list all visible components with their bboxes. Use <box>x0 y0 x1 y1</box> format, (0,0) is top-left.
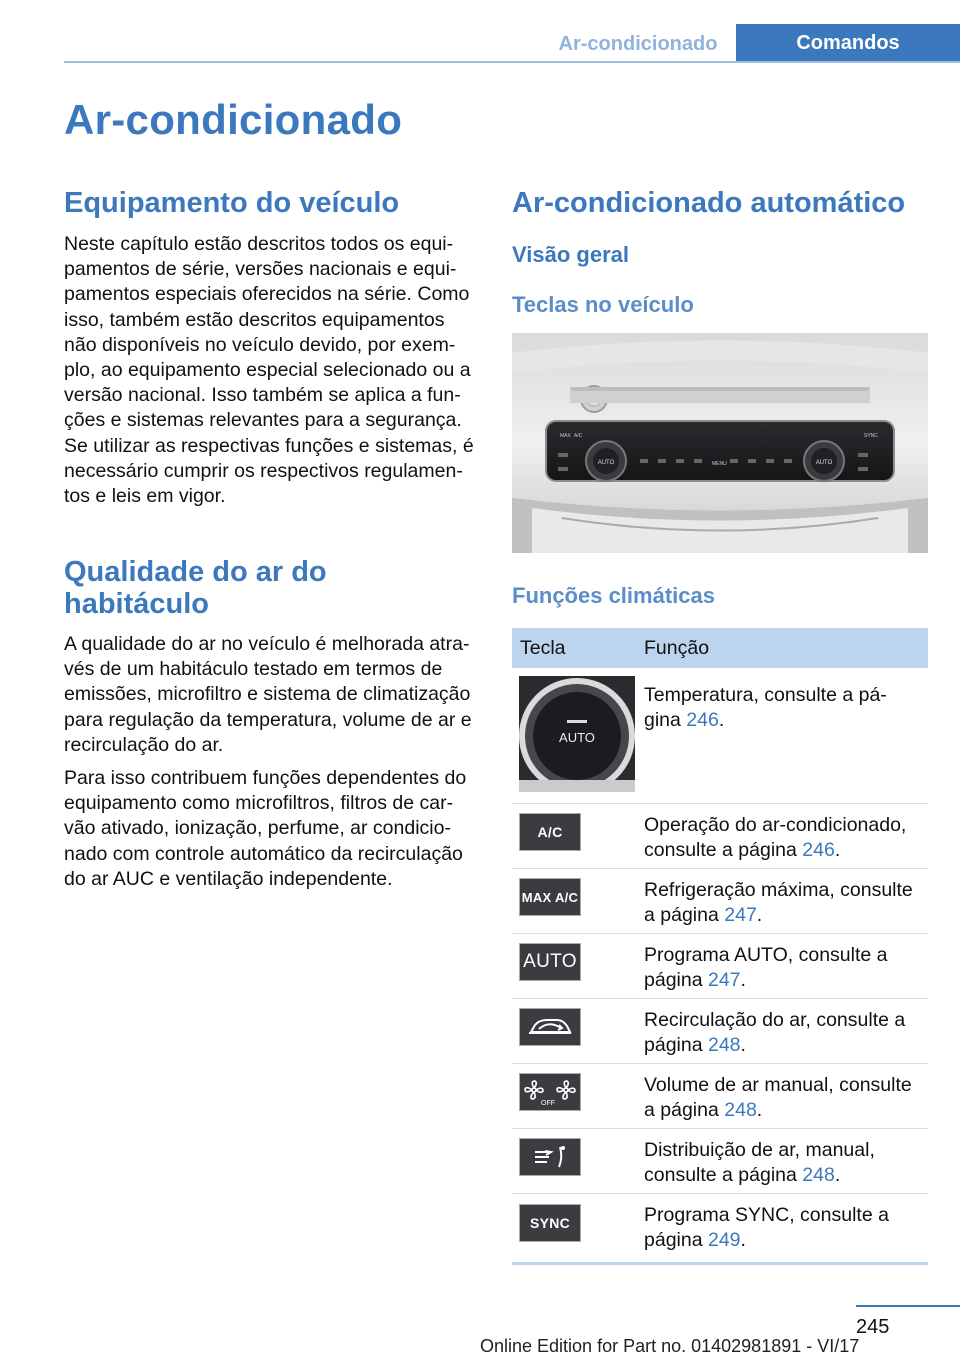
text-part: . <box>756 904 763 927</box>
key-label: AUTO <box>523 951 577 972</box>
knob-label: AUTO <box>559 730 595 745</box>
row-divider <box>512 803 928 804</box>
page-link[interactable]: 246 <box>802 839 835 862</box>
text-line <box>644 1033 928 1058</box>
page-link[interactable]: 248 <box>707 1034 741 1057</box>
text-part: consulte a página <box>644 1164 803 1187</box>
section-title-qualidade <box>64 556 327 620</box>
page-link[interactable]: 248 <box>724 1099 757 1122</box>
panel-label-max: MAX <box>560 433 571 439</box>
row-divider <box>512 998 928 999</box>
text-part: . <box>718 709 725 732</box>
text-part: . <box>740 1034 746 1057</box>
page-link[interactable]: 246 <box>686 709 719 732</box>
subsection-visao-geral: Visão geral <box>512 242 629 267</box>
subsection-funcoes: Funções climáticas <box>512 583 715 608</box>
function-text-auto <box>644 943 928 993</box>
text-line <box>644 903 928 928</box>
text-line: A qualidade do ar no veículo é melhorada atra‐ <box>64 633 470 655</box>
text-line: Recirculação do ar, consulte a <box>644 1009 906 1031</box>
panel-label-ac: A/C <box>574 433 583 439</box>
sync-button-icon <box>519 1204 581 1242</box>
text-line: versão nacional. Isso também se aplica a fun‐ <box>64 384 461 407</box>
temperature-knob-icon <box>519 676 635 792</box>
text-line: tos e leis em vigor. <box>64 485 226 508</box>
text-line: para regulação da temperatura, volume de ar e <box>64 708 472 731</box>
text-line <box>644 1163 928 1188</box>
text-line: Volume de ar manual, consulte <box>644 1074 912 1096</box>
text-line: Temperatura, consulte a pá‐ <box>644 684 887 706</box>
text-line: Refrigeração máxima, consulte <box>644 879 913 901</box>
header-divider <box>64 61 960 63</box>
text-part: gina <box>644 709 687 732</box>
row-divider <box>512 933 928 934</box>
function-text-distribuicao <box>644 1138 928 1188</box>
text-line: Programa SYNC, consulte a <box>644 1204 889 1226</box>
function-text-recirculacao <box>644 1008 928 1058</box>
page-title: Ar-condicionado <box>64 96 403 143</box>
text-line <box>644 1228 928 1253</box>
function-text-ac <box>644 813 928 863</box>
footer-rule <box>856 1305 960 1307</box>
text-line: necessário cumprir os respectivos regulamen‐ <box>64 459 463 482</box>
text-line: emissões, microfiltro e sistema de climatização <box>64 683 471 706</box>
ac-button-icon <box>519 813 581 851</box>
text-part: . <box>834 1164 841 1187</box>
section-title-equipamento: Equipamento do veículo <box>64 187 400 219</box>
text-line: Se utilizar as respectivas funções e sistemas, é <box>64 434 474 457</box>
key-label: SYNC <box>529 1215 571 1231</box>
header-section-label: Ar-condicionado <box>558 33 718 55</box>
text-part: . <box>834 839 841 862</box>
auto-button-icon <box>519 943 581 981</box>
panel-label-auto-left: AUTO <box>597 460 615 466</box>
fan-off-label: OFF <box>541 1100 555 1107</box>
function-text-volume-ar <box>644 1073 928 1123</box>
text-line: isso, também estão descritos equipamentos <box>64 308 445 331</box>
header-tab-comandos[interactable]: Comandos <box>736 24 960 63</box>
page-link[interactable]: 248 <box>802 1164 835 1187</box>
text-line: ções e sistemas relevantes para a segurança. <box>64 409 462 432</box>
title-line: habitáculo <box>64 588 210 620</box>
panel-label-auto-right: AUTO <box>815 460 833 466</box>
climate-control-panel-photo <box>512 333 928 553</box>
panel-label-menu: MENU <box>712 461 727 467</box>
text-part: página <box>644 1229 708 1252</box>
text-line: pamentos de série, versões nacionais e equi‐ <box>64 258 457 281</box>
max-ac-button-icon <box>519 878 581 916</box>
function-text-sync <box>644 1203 928 1253</box>
row-divider <box>512 1128 928 1129</box>
row-divider <box>512 1063 928 1064</box>
text-part: consulte a página <box>644 839 803 862</box>
text-part: página <box>644 969 708 992</box>
page-number: 245 <box>856 1316 890 1338</box>
key-label: A/C <box>537 824 563 840</box>
panel-label-sync: SYNC <box>864 433 878 439</box>
text-part: página <box>644 1034 708 1057</box>
text-line: não disponíveis no veículo devido, por exem‐ <box>64 333 456 356</box>
row-divider <box>512 1193 928 1194</box>
functions-table-header <box>512 628 928 668</box>
paragraph-equipamento <box>64 232 484 509</box>
control-panel-illustration <box>512 333 928 553</box>
text-part: a página <box>644 1099 725 1122</box>
text-line: nado com controle automático da recirculação <box>64 842 463 865</box>
text-line: recirculação do ar. <box>64 733 224 756</box>
air-distribution-arrows-icon <box>525 1143 575 1171</box>
fan-off-icon <box>519 1073 581 1111</box>
text-line: vés de um habitáculo testado em termos de <box>64 658 443 681</box>
paragraph-qualidade-2 <box>64 766 484 892</box>
text-line: Para isso contribuem funções dependentes do <box>64 767 467 789</box>
text-line <box>644 1098 928 1123</box>
title-line: Qualidade do ar do <box>64 556 327 588</box>
paragraph-qualidade-1 <box>64 632 484 758</box>
page-link[interactable]: 249 <box>707 1229 741 1252</box>
edition-note: Online Edition for Part no. 01402981891 - VI/17 <box>480 1336 860 1356</box>
text-part: . <box>740 1229 746 1252</box>
text-line: plo, ao equipamento especial selecionado ou a <box>64 359 471 382</box>
text-line: equipamento como microfiltros, filtros de car‐ <box>64 792 454 815</box>
column-header-tecla: Tecla <box>520 637 566 659</box>
text-line: pamentos especiais oferecidos na série. Como <box>64 283 470 306</box>
text-line: Programa AUTO, consulte a <box>644 944 888 966</box>
subsection-teclas: Teclas no veículo <box>512 292 694 317</box>
text-line: Operação do ar-condicionado, <box>644 814 907 836</box>
air-distribution-icon <box>519 1138 581 1176</box>
page-link[interactable]: 247 <box>724 904 757 927</box>
row-divider <box>512 868 928 869</box>
table-bottom-rule <box>512 1262 928 1265</box>
text-line: Neste capítulo estão descritos todos os equi‐ <box>64 233 454 255</box>
fan-volume-icon <box>522 1077 578 1107</box>
text-line: vão ativado, ionização, perfume, ar condicio‐ <box>64 817 451 840</box>
function-text-temperatura <box>644 683 928 733</box>
text-line <box>644 968 928 993</box>
text-line <box>644 708 928 733</box>
text-line: do ar AUC e ventilação independente. <box>64 867 393 890</box>
text-line <box>644 838 928 863</box>
text-part: a página <box>644 904 725 927</box>
recirculation-icon <box>519 1008 581 1046</box>
column-header-funcao: Função <box>644 637 710 659</box>
section-title-automatico: Ar-condicionado automático <box>512 187 906 219</box>
text-part: . <box>740 969 746 992</box>
page-link[interactable]: 247 <box>707 969 741 992</box>
function-text-max-ac <box>644 878 928 928</box>
text-line: Distribuição de ar, manual, <box>644 1139 875 1161</box>
key-label: MAX A/C <box>521 889 579 905</box>
text-part: . <box>756 1099 763 1122</box>
recirculation-car-icon <box>525 1014 575 1040</box>
